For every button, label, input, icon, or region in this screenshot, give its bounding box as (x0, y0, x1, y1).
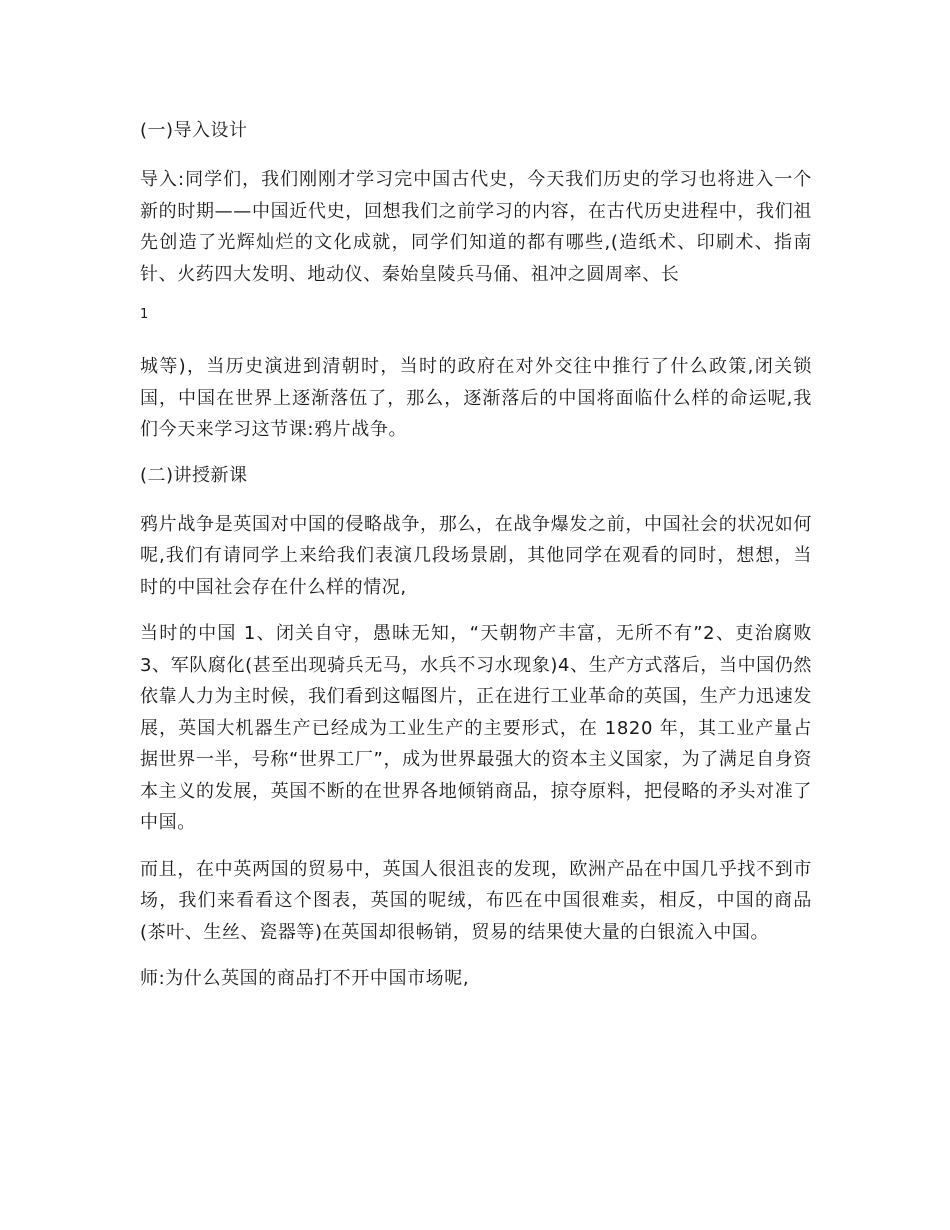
section-heading-new-lesson: (二)讲授新课 (140, 464, 248, 486)
intro-paragraph-continued: 城等)，当历史演进到清朝时，当时的政府在对外交往中推行了什么政策,闭关锁国，中国在世界上逐渐落伍了，那么，逐渐落后的中国将面临什么样的命运呢,我们今天来学习这节课:鸦片战争。 (140, 356, 812, 440)
lesson-paragraph-2: 当时的中国 1、闭关自守，愚昧无知，“天朝物产丰富，无所不有”2、吏治腐败 3、军队腐化(甚至出现骑兵无马，水兵不习水现象)4、生产方式落后，当中国仍然依靠人力为主时候，我们看到这幅图片，正在进行工业革命的英国，生产力迅速发展，英国大机器生产已经成为工业生产的主要形式，在 1820 年，其工业产量占据世界一半，号称“世界工厂”，成为世界最强大的资本主义国家，为了满足自身资本主义的发展，英国不断的在世界各地倾销商品，掠夺原料，把侵略的矛头对准了中国。 (140, 623, 812, 833)
lesson-paragraph-3: 而且，在中英两国的贸易中，英国人很沮丧的发现，欧洲产品在中国几乎找不到市场，我们来看看这个图表，英国的呢绒，布匹在中国很难卖，相反，中国的商品(茶叶、生丝、瓷器等)在英国却很畅销，贸易的结果使大量的白银流入中国。 (140, 858, 812, 943)
lesson-paragraph-1: 鸦片战争是英国对中国的侵略战争，那么，在战争爆发之前，中国社会的状况如何呢,我们有请同学上来给我们表演几段场景剧，其他同学在观看的同时，想想，当时的中国社会存在什么样的情况, (140, 513, 812, 598)
lesson-paragraph-4: 师:为什么英国的商品打不开中国市场呢, (140, 968, 470, 989)
section-heading-intro: (一)导入设计 (140, 120, 248, 141)
document-page (140, 116, 812, 1010)
page-number: 1 (140, 307, 149, 322)
intro-paragraph: 导入:同学们，我们刚刚才学习完中国古代史，今天我们历史的学习也将进入一个新的时期——中国近代史，回想我们之前学习的内容，在古代历史进程中，我们祖先创造了光辉灿烂的文化成就，同学们知道的都有哪些,(造纸术、印刷术、指南针、火药四大发明、地动仪、秦始皇陵兵马俑、祖冲之圆周率、长 (140, 169, 812, 285)
